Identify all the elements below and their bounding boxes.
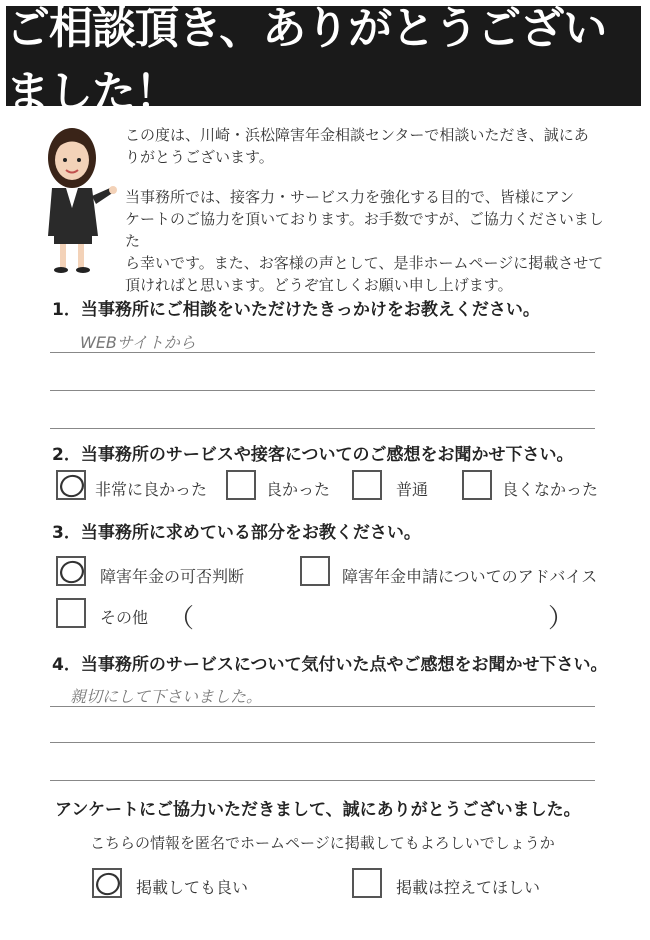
question-4-label: 4．当事務所のサービスについて気付いた点やご感想をお聞かせ下さい。: [52, 655, 608, 675]
hand-drawn-circle-icon: [57, 558, 87, 587]
option-consent-yes: 掲載しても良い: [136, 878, 249, 897]
checkbox-very-good[interactable]: [56, 470, 86, 500]
page-title-banner: [6, 3, 641, 118]
paren-open: （: [168, 604, 195, 634]
checkbox-normal[interactable]: [352, 470, 382, 500]
checkbox-consent-yes[interactable]: [92, 868, 122, 898]
question-1-answer[interactable]: WEBサイトから: [80, 333, 196, 352]
option-eligibility: 障害年金の可否判断: [100, 567, 245, 586]
intro-line: ら幸いです。また、お客様の声として、是非ホームページに掲載させて: [125, 254, 604, 272]
question-1-label: 1．当事務所にご相談をいただけたきっかけをお教えください。: [52, 300, 540, 320]
option-advice: 障害年金申請についてのアドバイス: [342, 567, 598, 586]
option-good: 良かった: [266, 480, 331, 499]
intro-line: この度は、川崎・浜松障害年金相談センターで相談いただき、誠にあ: [125, 126, 589, 144]
option-normal: 普通: [396, 480, 429, 499]
option-not-good: 良くなかった: [502, 480, 599, 499]
paren-close: ）: [548, 604, 575, 634]
answer-line: [50, 352, 595, 353]
question-3-label: 3．当事務所に求めている部分をお教ください。: [52, 523, 421, 543]
checkbox-advice[interactable]: [300, 556, 330, 586]
staff-illustration-icon: [30, 118, 120, 276]
answer-line: [50, 390, 595, 391]
intro-line: 当事務所では、接客力・サービス力を強化する目的で、皆様にアン: [125, 188, 575, 206]
answer-line: [50, 428, 595, 429]
option-consent-no: 掲載は控えてほしい: [396, 878, 541, 897]
intro-line: ケートのご協力を頂いております。お手数ですが、ご協力くださいました: [125, 210, 604, 250]
intro-line: 頂ければと思います。どうぞ宜しくお願い申し上げます。: [125, 276, 513, 294]
checkbox-consent-no[interactable]: [352, 868, 382, 898]
intro-paragraph-1: [125, 124, 610, 168]
intro-line: りがとうございます。: [125, 148, 274, 166]
answer-line: [50, 742, 595, 743]
answer-line: [50, 780, 595, 781]
hand-drawn-circle-icon: [57, 472, 87, 501]
question-4-answer[interactable]: 親切にして下さいました。: [70, 687, 263, 706]
page-title: ご相談頂き、ありがとうございました！: [6, 3, 607, 118]
checkbox-good[interactable]: [226, 470, 256, 500]
checkbox-not-good[interactable]: [462, 470, 492, 500]
checkbox-eligibility[interactable]: [56, 556, 86, 586]
hand-drawn-circle-icon: [93, 870, 123, 899]
question-2-label: 2．当事務所のサービスや接客についてのご感想をお聞かせ下さい。: [52, 445, 574, 465]
option-other: その他: [100, 608, 149, 627]
option-very-good: 非常に良かった: [95, 480, 208, 499]
closing-thanks: アンケートにご協力いただきまして、誠にありがとうございました。: [55, 800, 581, 820]
answer-line: [50, 706, 595, 707]
consent-question: こちらの情報を匿名でホームページに掲載してもよろしいでしょうか: [90, 834, 555, 852]
checkbox-other[interactable]: [56, 598, 86, 628]
intro-paragraph-2: [125, 186, 610, 296]
